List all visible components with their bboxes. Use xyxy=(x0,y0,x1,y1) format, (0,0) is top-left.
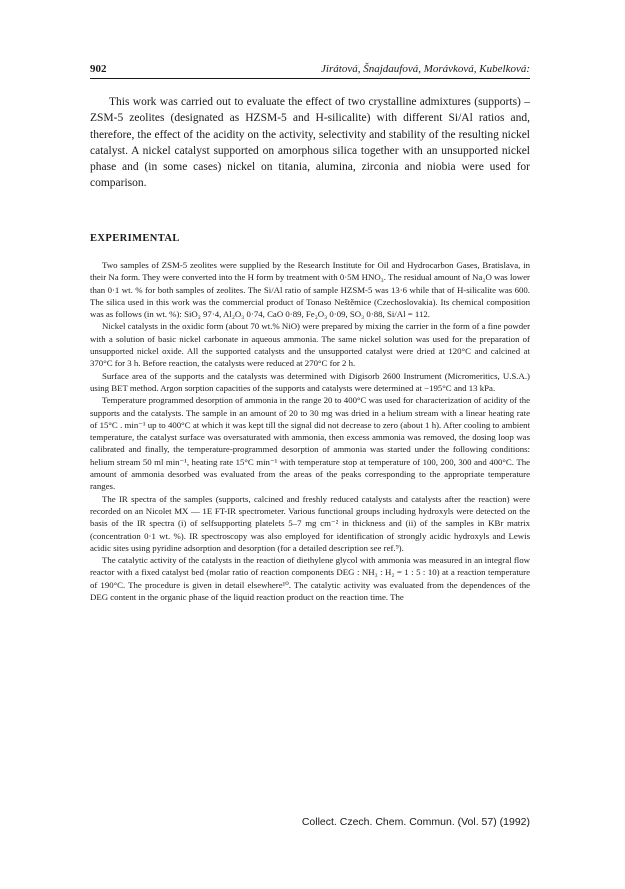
intro-paragraph: This work was carried out to evaluate the effect of two crystalline admixtures (supports) – ZSM-5 zeolites (designated as HZSM-5 and H-silicalite) with different Si/Al ratios and, therefore, the effect of the acidity on the activity, selectivity and stability of the resulting nickel catalyst. A nickel catalyst supported on amorphous silica together with an unsupported nickel phase and (in some cases) nickel on titania, alumina, zirconia and niobia were used for comparison. xyxy=(90,96,530,190)
header-divider xyxy=(90,78,530,79)
section-heading-experimental: EXPERIMENTAL xyxy=(90,233,180,244)
running-head-authors: Jirátová, Šnajdaufová, Morávková, Kubelková: xyxy=(321,63,530,75)
journal-citation-footer: Collect. Czech. Chem. Commun. (Vol. 57) (1992) xyxy=(301,816,530,828)
paragraph-ir-spectra: The IR spectra of the samples (supports, calcined and freshly reduced catalysts and catalysts after the reaction) were recorded on an Nicolet MX — 1E FT-IR spectrometer. Various functional groups including hydroxyls were detected on the basis of the IR spectra (i) of selfsupporting platelets 5–7 mg cm⁻² in thickness and (ii) of the samples in KBr matrix (concentration 0·1 wt. %). IR spectroscopy was also employed for identification of strongly acidic hydroxyls and Lewis acidic sites using pyridine adsorption and desorption (for a detailed description see ref.⁹). xyxy=(90,493,530,553)
paragraph-surface-area: Surface area of the supports and the catalysts was determined with Digisorb 2600 Instrument (Micromeritics, U.S.A.) using BET method. Argon sorption capacities of the supports and catalysts were determined at −195°C and 13 kPa. xyxy=(90,370,530,393)
page-header xyxy=(90,62,530,76)
paragraph-samples: Two samples of ZSM-5 zeolites were supplied by the Research Institute for Oil and Hydrocarbon Gases, Bratislava, in their Na form. They were converted into the H form by treatment with 0·5M HNO₃. The residual amount of Na₂O was lower than 0·1 wt. % for both samples of zeolites. The Si/Al ratio of sample HZSM-5 was 13·6 while that of H-silicalite was 600. The silica used in this work was the commercial product of Tonaso Neštěmice (Czechoslovakia). Its chemical composition was as follows (in wt. %): SiO₂ 97·4, Al₂O₃ 0·74, CaO 0·89, Fe₂O₃ 0·09, SO₃ 0·88, Si/Al = 112. xyxy=(90,260,530,320)
page-number: 902 xyxy=(90,63,107,75)
paragraph-catalytic-activity: The catalytic activity of the catalysts in the reaction of diethylene glycol with ammonia was measured in an integral flow reactor with a fixed catalyst bed (molar ratio of reaction components DEG : NH₃ : H₂ = 1 : 5 : 10) at a reaction temperature of 190°C. The procedure is given in detail elsewhere¹⁰. The catalytic activity was evaluated from the dependences of the DEG content in the organic phase of the liquid reaction product on the reaction time. The xyxy=(90,555,530,603)
paragraph-tpd-ammonia: Temperature programmed desorption of ammonia in the range 20 to 400°C was used for characterization of acidity of the supports and the catalysts. The sample in an amount of 20 to 30 mg was dried in a helium stream with a linear heating rate of 15°C . min⁻¹ up to 400°C at which it was kept till the signal did not decrease to zero (about 1 h). After cooling to ambient temperature, the catalyst surface was oversaturated with ammonia, then excess ammonia was removed, the dosing loop was calibrated and finally, the temperature-programmed desorption of ammonia was started under the following conditions: helium stream 50 ml min⁻¹, heating rate 15°C min⁻¹ with temperature stop at temperature of 100, 200, 300 and 400°C. The amount of ammonia desorbed was evaluated from the areas of the peaks corresponding to the appropriate temperature ranges. xyxy=(90,395,530,492)
paragraph-catalyst-preparation: Nickel catalysts in the oxidic form (about 70 wt.% NiO) were prepared by mixing the carrier in the form of a fine powder with a solution of basic nickel carbonate in aqueous ammonia. The same nickel solution was used for the preparation of unsupported nickel oxide. All the supported catalysts and the unsupported catalyst were dried at 120°C and calcined at 370°C for 3 h. Before reaction, the catalysts were reduced at 270°C for 2 h. xyxy=(90,321,530,369)
experimental-body xyxy=(90,259,530,603)
